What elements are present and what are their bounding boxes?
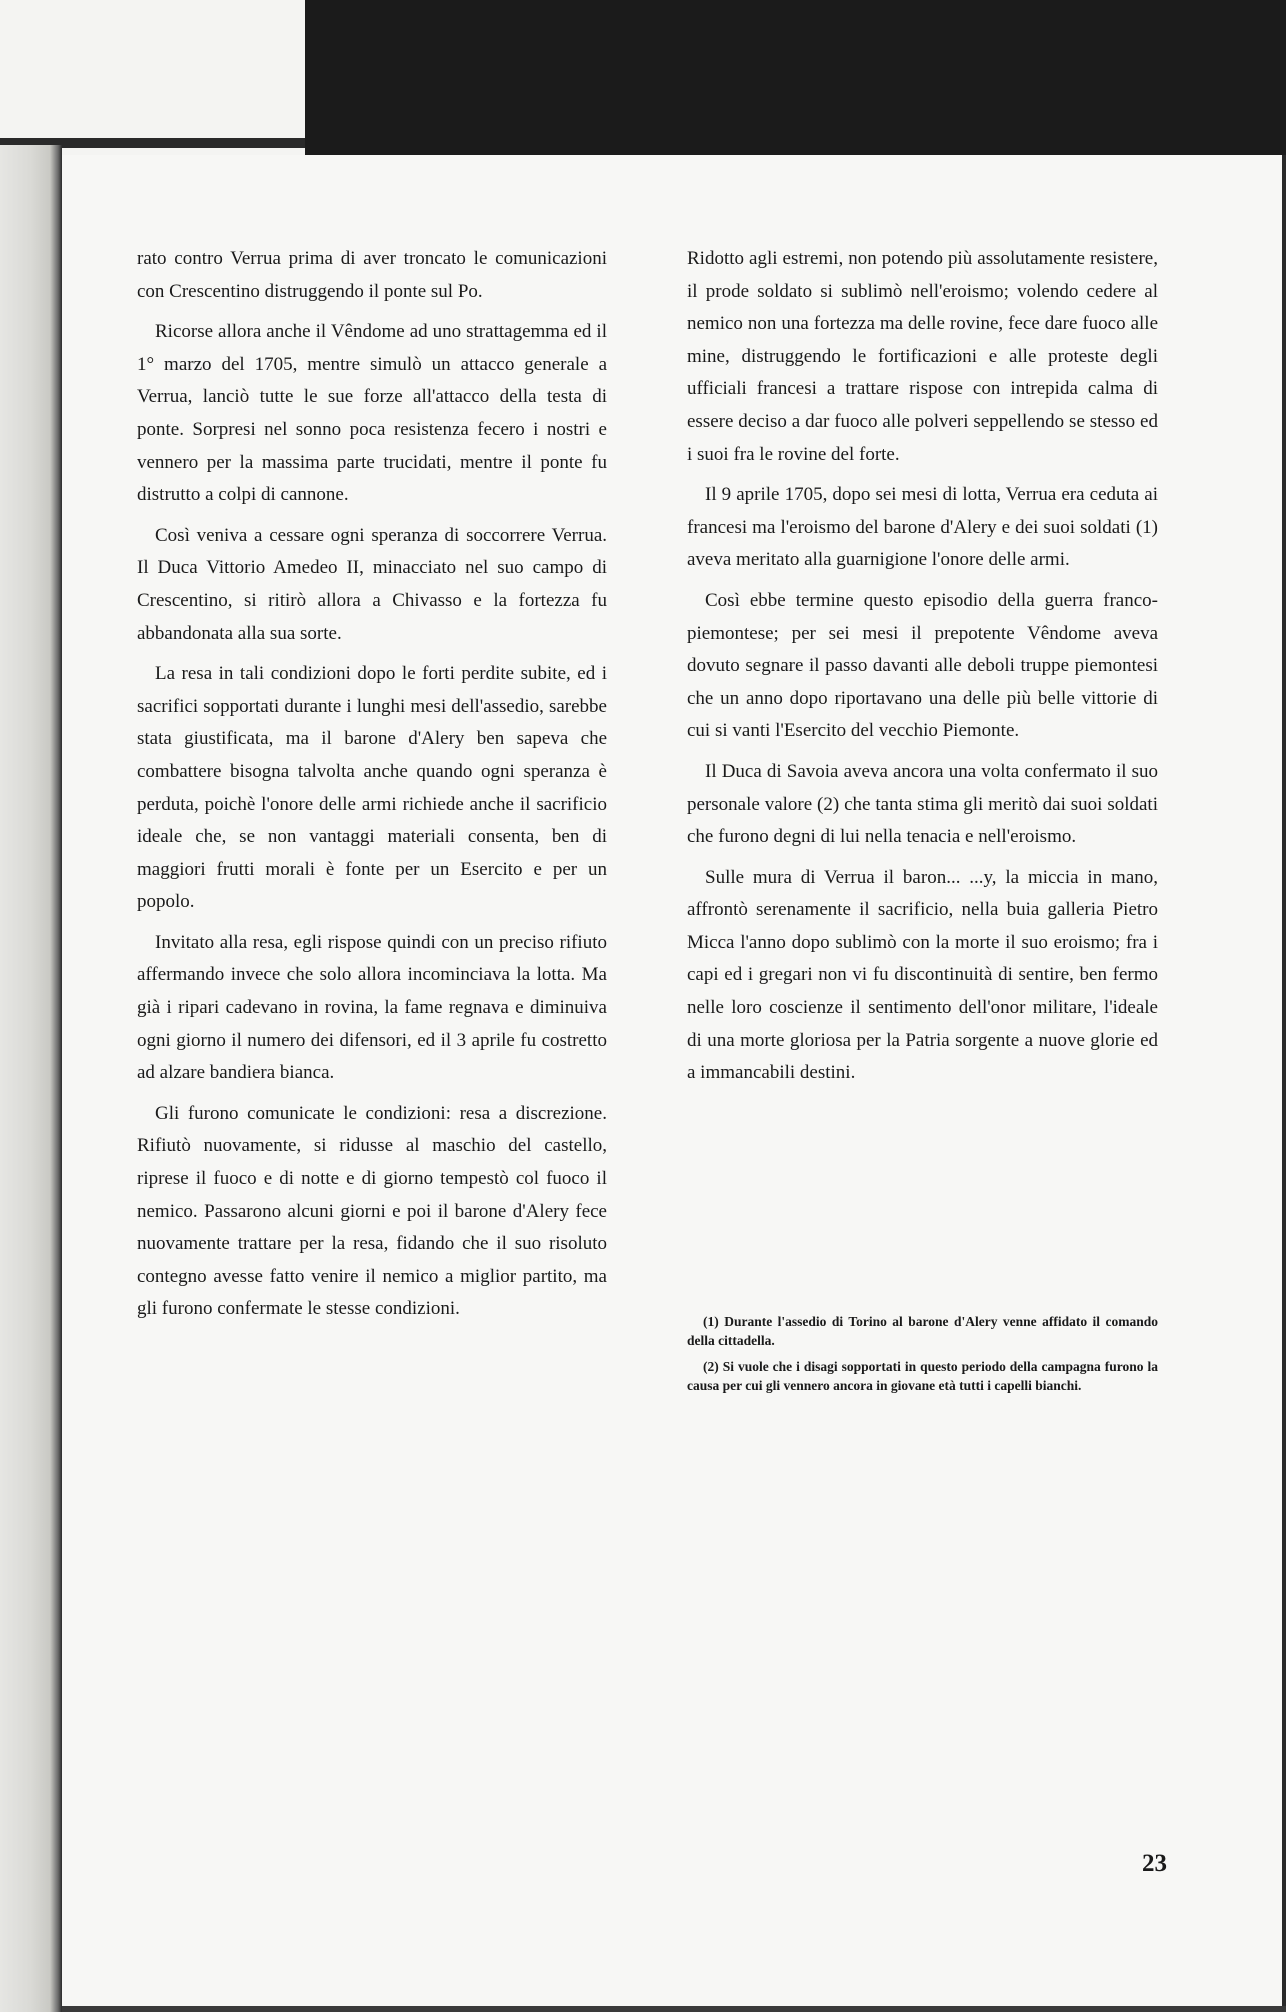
paragraph: rato contro Verrua prima di aver troncato le comunicazioni con Crescentino distruggendo il ponte sul Po.: [137, 248, 607, 302]
paragraph: La resa in tali condizioni dopo le forti perdite subite, ed i sacrifici sopportati durante i lunghi mesi dell'assedio, sarebbe stata giustificata, ma il barone d'Alery ben sapeva che combattere bisogna talvolta anche quando ogni speranza è perduta, poichè l'onore delle armi richiede anche il sacrificio ideale che, se non vantaggi materiali consenta, ben di maggiori frutti morali è fonte per un Esercito e per un popolo.: [137, 663, 607, 913]
paragraph: Gli furono comunicate le condizioni: resa a discrezione. Rifiutò nuovamente, si ridusse al maschio del castello, riprese il fuoco e di notte e di giorno tempestò col fuoco il nemico. Passarono alcuni giorni e poi il barone d'Alery fece nuovamente trattare per la resa, fidando che il suo risoluto contegno avesse fatto venire il nemico a miglior partito, ma gli furono confermate le stesse condizioni.: [137, 1102, 607, 1320]
scan-right-edge: [1282, 155, 1286, 2012]
scan-dark-band: [305, 0, 1286, 155]
paragraph: Così veniva a cessare ogni speranza di soccorrere Verrua. Il Duca Vittorio Amedeo II, minacciato nel suo campo di Crescentino, si ritirò allora a Chivasso e la fortezza fu abbandonata alla sua sorte.: [137, 524, 607, 644]
paragraph: Così ebbe termine questo episodio della guerra franco-piemontese; per sei mesi il prepotente Vêndome aveva dovuto segnare il passo davanti alle deboli truppe piemontesi che un anno dopo riportavano una delle più belle vittorie di cui si vanti l'Esercito del vecchio Piemonte.: [687, 589, 1158, 742]
book-page: [62, 155, 1282, 2006]
right-column: [687, 243, 1158, 1098]
paragraph: Ricorse allora anche il Vêndome ad uno strattagemma ed il 1° marzo del 1705, mentre simulò un attacco generale a Verrua, lanciò tutte le sue forze all'attacco della testa di ponte. Sorpresi nel sonno poca resistenza fecero i nostri e vennero per la massima parte trucidati, mentre il ponte fu distrutto a colpi di cannone.: [137, 321, 607, 506]
footnote: (1) Durante l'assedio di Torino al barone d'Alery venne affidato il comando della cittadella.: [687, 1314, 1158, 1348]
paragraph: Invitato alla resa, egli rispose quindi con un preciso rifiuto affermando invece che solo allora incominciava la lotta. Ma già i ripari cadevano in rovina, la fame regnava e diminuiva ogni giorno il numero dei difensori, ed il 3 aprile fu costretto ad alzare bandiera bianca.: [137, 931, 607, 1084]
scan-background: [0, 0, 305, 145]
footnote: (2) Si vuole che i disagi sopportati in questo periodo della campagna furono la causa per cui gli vennero ancora in giovane età tutti i capelli bianchi.: [687, 1359, 1158, 1393]
page-number: 23: [1142, 1850, 1167, 1877]
paragraph: Il Duca di Savoia aveva ancora una volta confermato il suo personale valore (2) che tanta stima gli meritò dai suoi soldati che furono degni di lui nella tenacia e nell'eroismo.: [687, 760, 1158, 848]
paragraph: Il 9 aprile 1705, dopo sei mesi di lotta, Verrua era ceduta ai francesi ma l'eroismo del barone d'Alery e dei suoi soldati (1) aveva meritato alla guarnigione l'onore delle armi.: [687, 484, 1158, 571]
scan-left-margin: [0, 145, 62, 2012]
scan-bottom-edge: [62, 2006, 1286, 2012]
footnotes: [687, 1312, 1158, 1402]
left-column: [137, 243, 607, 1334]
paragraph: Ridotto agli estremi, non potendo più assolutamente resistere, il prode soldato si sublimò nell'eroismo; volendo cedere al nemico non una fortezza ma delle rovine, fece dare fuoco alle mine, distruggendo le fortificazioni e alle proteste degli ufficiali francesi a trattare rispose con intrepida calma di essere deciso a dar fuoco alle polveri seppellendo se stesso ed i suoi fra le rovine del forte.: [687, 248, 1158, 465]
paragraph: Sulle mura di Verrua il baron... ...y, la miccia in mano, affrontò serenamente il sacrificio, nella buia galleria Pietro Micca l'anno dopo sublimò con la morte il suo eroismo; fra i capi ed i gregari non vi fu discontinuità di sentire, ben fermo nelle loro coscienze il sentimento dell'onor militare, l'ideale di una morte gloriosa per la Patria sorgente a nuove glorie ed a immancabili destini.: [687, 866, 1158, 1084]
